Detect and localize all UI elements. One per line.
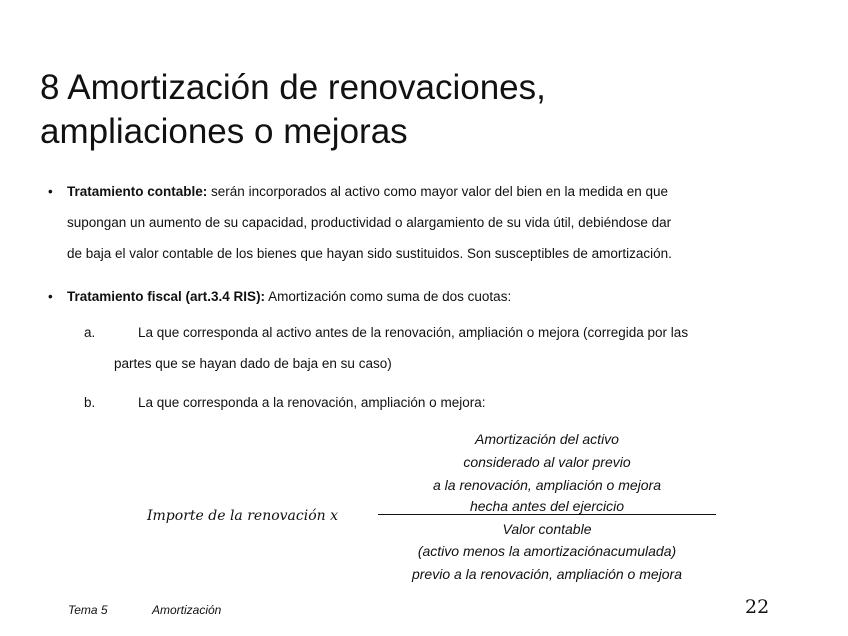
footer-topic: Tema 5 <box>68 603 108 617</box>
bullet-lead: Tratamiento fiscal (art.3.4 RIS): <box>67 289 266 304</box>
sub-marker-a: a. <box>84 325 96 340</box>
sub-item-b <box>84 387 814 418</box>
bullet-tratamiento-contable <box>48 176 808 269</box>
page-number: 22 <box>745 596 770 618</box>
numerator-line-1: Amortización del activo <box>475 431 619 447</box>
bullet-rest: Amortización como suma de dos cuotas: <box>268 289 512 304</box>
denominator-line-2: (activo menos la amortizaciónacumulada) <box>417 543 677 559</box>
sub-item-a <box>84 317 814 379</box>
numerator-line-3: a la renovación, ampliación o mejora <box>432 477 661 493</box>
bullet-lead: Tratamiento contable: <box>67 184 208 199</box>
slide-title <box>40 66 546 154</box>
title-line-2: ampliaciones o mejoras <box>40 112 408 151</box>
bullet-line-1: serán incorporados al activo como mayor valor del bien en la medida en que <box>211 184 669 199</box>
denominator-line-3: previo a la renovación, ampliación o mejora <box>411 566 683 582</box>
bullet-marker: • <box>48 289 53 304</box>
bullet-line-3: de baja el valor contable de los bienes que hayan sido sustituidos. Son susceptibles de amortización. <box>67 246 672 261</box>
title-line-1: 8 Amortización de renovaciones, <box>40 68 546 107</box>
numerator-line-2: considerado al valor previo <box>463 454 631 470</box>
bullet-text <box>67 176 808 269</box>
sub-b-text: La que corresponda a la renovación, ampliación o mejora: <box>138 395 486 410</box>
sub-a-line-2: partes que se hayan dado de baja en su caso) <box>114 356 392 371</box>
fraction-bar <box>378 514 716 515</box>
numerator-line-4: hecha antes del ejercicio <box>469 498 625 514</box>
footer-section: Amortización <box>152 603 222 617</box>
sub-a-line-1: La que corresponda al activo antes de la renovación, ampliación o mejora (corregida por las <box>138 325 689 340</box>
bullet-line-2: supongan un aumento de su capacidad, productividad o alargamiento de su vida útil, debiéndose dar <box>67 215 672 230</box>
denominator-line-1: Valor contable <box>502 521 592 537</box>
bullet-marker: • <box>48 184 53 199</box>
formula-left-term: Importe de la renovación x <box>147 508 339 524</box>
sub-marker-b: b. <box>84 395 96 410</box>
bullet-tratamiento-fiscal <box>48 281 808 312</box>
bullet-text <box>67 281 808 312</box>
